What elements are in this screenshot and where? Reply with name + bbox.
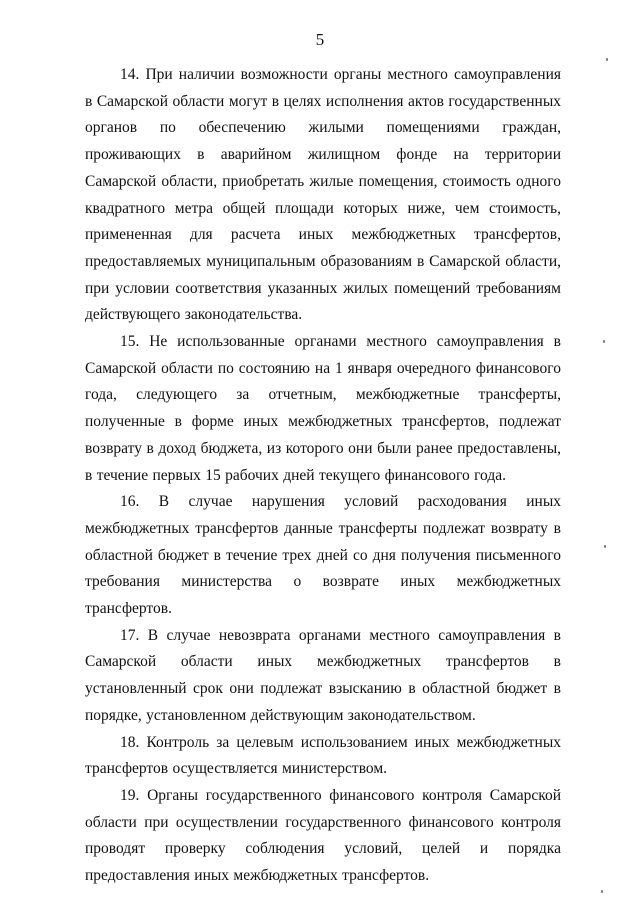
scan-speck — [606, 58, 608, 61]
document-body — [85, 62, 561, 890]
paragraph-19: 19. Органы государственного финансового контроля Самарской области при осуществлении государственного финансового контроля проводят проверку соблюдения условий, целей и порядка предоставления иных межбюджетных трансфертов. — [85, 786, 561, 885]
paragraph-14: 14. При наличии возможности органы местного самоуправления в Самарской области могут в целях исполнения актов государственных органов по обеспечению жилыми помещениями граждан, проживающих в аварийном жилищном фонде на территории Самарской области, приобретать жилые помещения, стоимость одного квадратного метра общей площади которых ниже, чем стоимость, примененная для расчета иных межбюджетных трансфертов, предоставляемых муниципальным образованиям в Самарской области, при условии соответствия указанных жилых помещений требованиям действующего законодательства. — [85, 66, 561, 324]
paragraph-17: 17. В случае невозврата органами местного самоуправления в Самарской области иных межбюджетных трансфертов в установленный срок они подлежат взысканию в областной бюджет в порядке, установленном действующим законодательством. — [85, 626, 561, 724]
scan-speck — [603, 340, 605, 343]
scan-speck — [604, 545, 606, 548]
paragraph-18: 18. Контроль за целевым использованием иных межбюджетных трансфертов осуществляется министерством. — [85, 733, 561, 778]
paragraph-15: 15. Не использованные органами местного самоуправления в Самарской области по состоянию на 1 января очередного финансового года, следующего за отчетным, межбюджетные трансферты, полученные в форме иных межбюджетных трансфертов, подлежат возврату в доход бюджета, из которого они были ранее предоставлены, в течение первых 15 рабочих дней текущего финансового года. — [85, 333, 561, 484]
scan-speck — [601, 890, 603, 893]
page-number: 5 — [315, 30, 325, 49]
paragraph-16: 16. В случае нарушения условий расходования иных межбюджетных трансфертов данные трансферты подлежат возврату в областной бюджет в течение трех дней со дня получения письменного требования министерства о возврате иных межбюджетных трансфертов. — [85, 493, 561, 618]
